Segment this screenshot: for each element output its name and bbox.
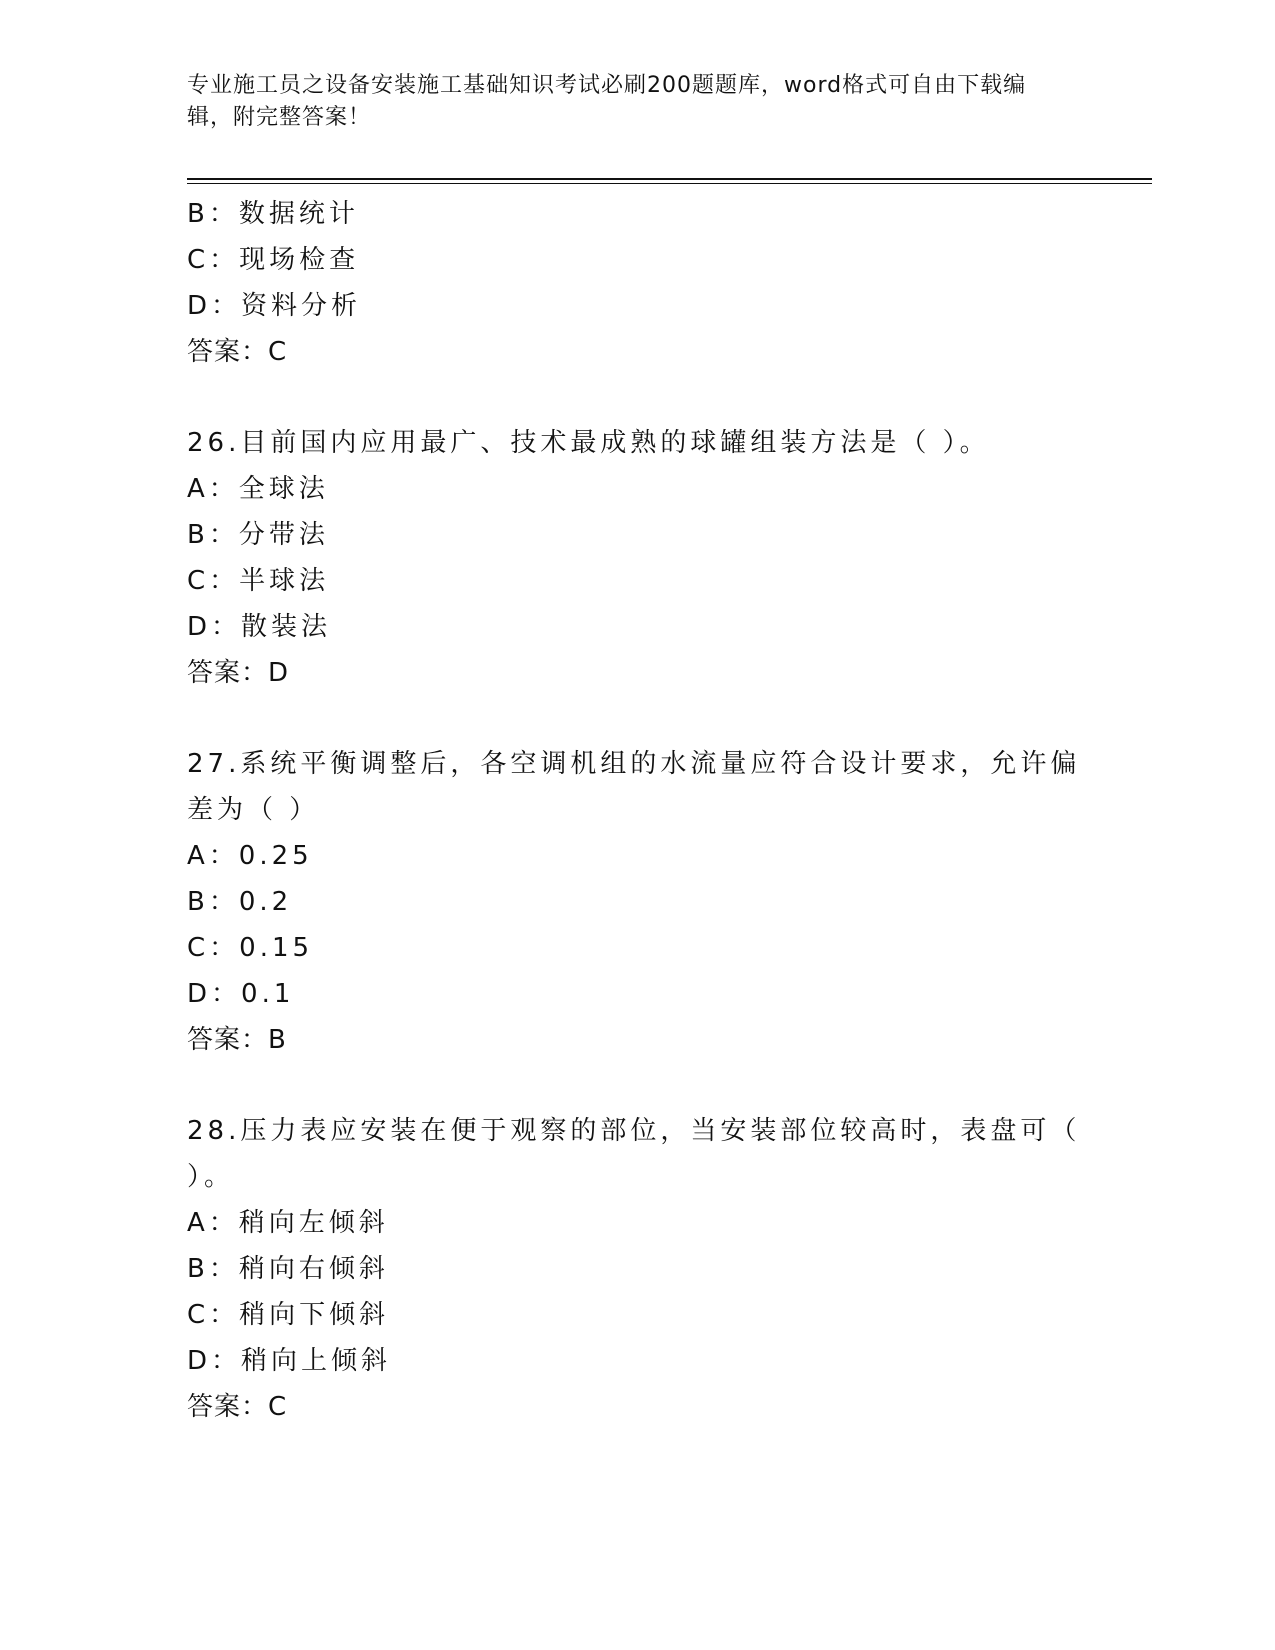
option-d: D：0.1 bbox=[187, 979, 295, 1009]
option-a: A：全球法 bbox=[187, 474, 329, 504]
header-divider-thick bbox=[187, 178, 1152, 180]
option-c: C：现场检查 bbox=[187, 245, 360, 275]
option-c: C：稍向下倾斜 bbox=[187, 1300, 390, 1330]
option-b: B：数据统计 bbox=[187, 199, 359, 229]
option-b: B：分带法 bbox=[187, 520, 329, 550]
spacer bbox=[187, 375, 1087, 420]
question-text: 26.目前国内应用最广、技术最成熟的球罐组装方法是（ ）。 bbox=[187, 428, 990, 458]
question-text: 27.系统平衡调整后，各空调机组的水流量应符合设计要求，允许偏差为（ ） bbox=[187, 749, 1081, 825]
answer-line: 答案：C bbox=[187, 337, 288, 367]
answer-line: 答案：C bbox=[187, 1392, 288, 1422]
option-c: C：0.15 bbox=[187, 933, 314, 963]
option-d: D：散装法 bbox=[187, 612, 332, 642]
question-text: 28.压力表应安装在便于观察的部位，当安装部位较高时，表盘可（ ）。 bbox=[187, 1116, 1081, 1192]
option-a: A：0.25 bbox=[187, 841, 313, 871]
question-block-26 bbox=[187, 420, 1087, 696]
option-b: B：0.2 bbox=[187, 887, 293, 917]
spacer bbox=[187, 1063, 1087, 1108]
question-list bbox=[187, 191, 1087, 1430]
question-block-28 bbox=[187, 1108, 1087, 1430]
answer-line: 答案：B bbox=[187, 1025, 287, 1055]
answer-line: 答案：D bbox=[187, 658, 290, 688]
option-d: D：资料分析 bbox=[187, 291, 362, 321]
option-d: D：稍向上倾斜 bbox=[187, 1346, 392, 1376]
question-block-25 bbox=[187, 191, 1087, 375]
option-a: A：稍向左倾斜 bbox=[187, 1208, 389, 1238]
header-title: 专业施工员之设备安装施工基础知识考试必刷200题题库，word格式可自由下载编辑，附完整答案！ bbox=[187, 73, 1027, 130]
header-divider-thin bbox=[187, 183, 1152, 184]
spacer bbox=[187, 696, 1087, 741]
option-c: C：半球法 bbox=[187, 566, 330, 596]
option-b: B：稍向右倾斜 bbox=[187, 1254, 389, 1284]
document-header bbox=[187, 70, 1067, 134]
question-block-27 bbox=[187, 741, 1087, 1063]
